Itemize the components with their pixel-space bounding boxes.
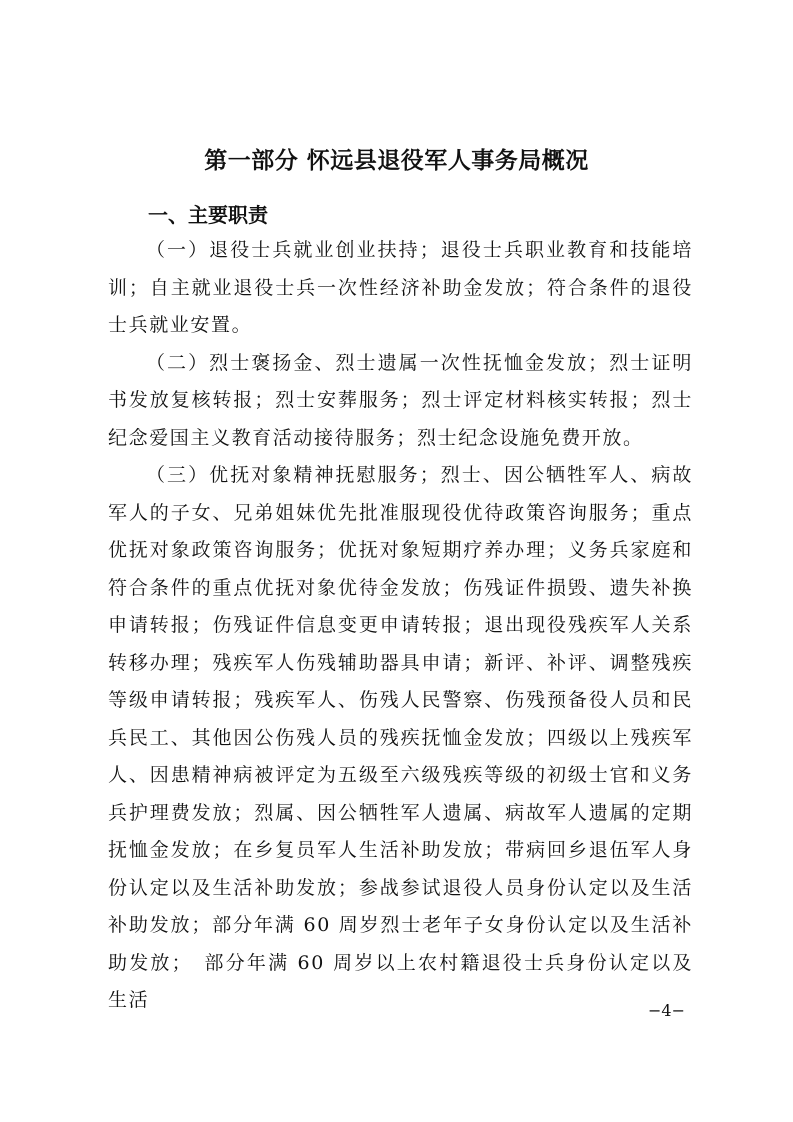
paragraph-employment: （一）退役士兵就业创业扶持；退役士兵职业教育和技能培训；自主就业退役士兵一次性经济补助金发放；符合条件的退役士兵就业安置。	[108, 239, 693, 336]
document-body	[108, 232, 693, 1020]
paragraph-special-care: （三）优抚对象精神抚慰服务；烈士、因公牺牲军人、病故军人的子女、兄弟姐妹优先批准服现役优待政策咨询服务；重点优抚对象政策咨询服务；优抚对象短期疗养办理；义务兵家庭和符合条件的重点优抚对象优待金发放；伤残证件损毁、遗失补换申请转报；伤残证件信息变更申请转报；退出现役残疾军人关系转移办理；残疾军人伤残辅助器具申请；新评、补评、调整残疾等级申请转报；残疾军人、伤残人民警察、伤残预备役人员和民兵民工、其他因公伤残人员的残疾抚恤金发放；四级以上残疾军人、因患精神病被评定为五级至六级残疾等级的初级士官和义务兵护理费发放；烈属、因公牺牲军人遗属、病故军人遗属的定期抚恤金发放；在乡复员军人生活补助发放；带病回乡退伍军人身份认定以及生活补助发放；参战参试退役人员身份认定以及生活补助发放；部分年满 60 周岁烈士老年子女身份认定以及生活补助发放； 部分年满 60 周岁以上农村籍退役士兵身份认定以及生活	[108, 464, 693, 1011]
page-title: 第一部分 怀远县退役军人事务局概况	[204, 147, 589, 174]
section-heading: 一、主要职责	[148, 203, 268, 227]
page-number: −4−	[648, 1001, 685, 1020]
paragraph-martyrs: （二）烈士褒扬金、烈士遗属一次性抚恤金发放；烈士证明书发放复核转报；烈士安葬服务；烈士评定材料核实转报；烈士纪念爱国主义教育活动接待服务；烈士纪念设施免费开放。	[108, 351, 693, 449]
